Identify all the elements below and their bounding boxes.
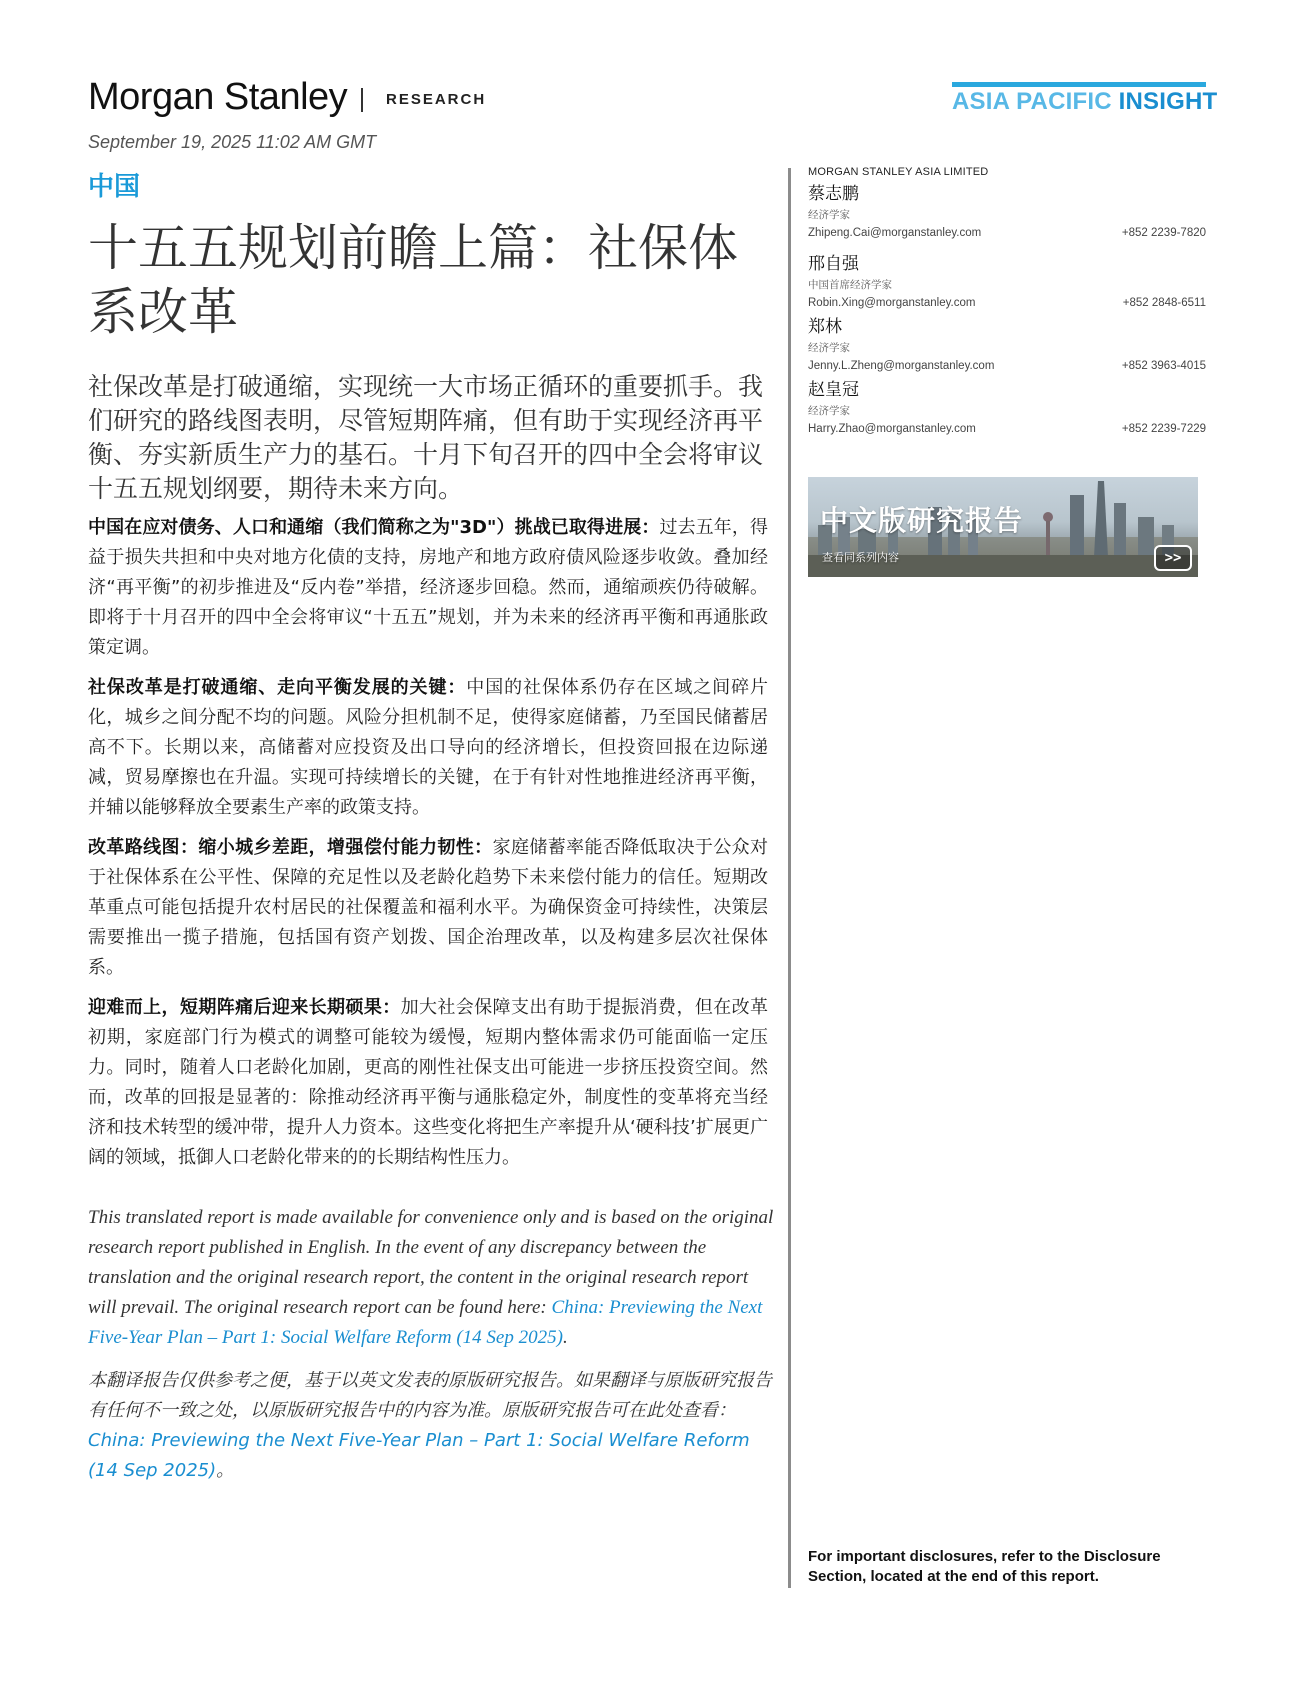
key-point-1: [88, 513, 768, 663]
author-email[interactable]: Harry.Zhao@morganstanley.com: [808, 423, 976, 435]
author-card: [808, 182, 1206, 242]
banner-arrow-button[interactable]: >>: [1154, 545, 1192, 571]
author-role: 中国首席经济学家: [808, 279, 892, 291]
author-name: 邢自强: [808, 254, 859, 274]
key-point-3-lead: 改革路线图：缩小城乡差距，增强偿付能力韧性：: [88, 837, 493, 858]
morgan-stanley-logo: Morgan Stanley: [88, 76, 348, 118]
key-point-2-lead: 社保改革是打破通缩、走向平衡发展的关键：: [88, 677, 467, 698]
author-role: 经济学家: [808, 209, 850, 221]
report-summary: 社保改革是打破通缩，实现统一大市场正循环的重要抓手。我们研究的路线图表明，尽管短期阵痛，但有助于实现经济再平衡、夯实新质生产力的基石。十月下旬召开的四中全会将审议十五五规划纲要，期待未来方向。: [88, 372, 764, 503]
author-phone: +852 2848-6511: [1122, 297, 1206, 309]
author-role: 经济学家: [808, 405, 850, 417]
key-point-3-body: 家庭储蓄率能否降低取决于公众对于社保体系在公平性、保障的充足性以及老龄化趋势下未来偿付能力的信任。短期改革重点可能包括提升农村居民的社保覆盖和福利水平。为确保资金可持续性，决策层需要推出一揽子措施，包括国有资产划拨、国企治理改革，以及构建多层次社保体系。: [88, 837, 769, 978]
banner-title: 中文版研究报告: [820, 504, 1024, 537]
author-phone: +852 2239-7229: [1121, 423, 1206, 435]
key-point-2: [88, 673, 768, 823]
author-contact: [808, 357, 1206, 375]
author-email[interactable]: Robin.Xing@morganstanley.com: [808, 297, 976, 309]
key-point-3: [88, 833, 768, 983]
region-label: [952, 88, 1217, 116]
key-point-4-body: 加大社会保障支出有助于提振消费，但在改革初期，家庭部门行为模式的调整可能较为缓慢，短期内整体需求仍可能面临一定压力。同时，随着人口老龄化加剧，更高的刚性社保支出可能进一步挤压投资空间。然而，改革的回报是显著的：除推动经济再平衡与通胀稳定外，制度性的变革将充当经济和技术转型的缓冲带，提升人力资本。这些变化将把生产率提升从‘硬科技’扩展更广阔的领域，抵御人口老龄化带来的的长期结构性压力。: [88, 997, 768, 1168]
key-point-4-lead: 迎难而上，短期阵痛后迎来长期硕果：: [88, 997, 401, 1018]
disclosure-notice: For important disclosures, refer to the Disclosure Section, located at the end of this report.: [808, 1548, 1161, 1585]
author-name: 蔡志鹏: [808, 184, 859, 204]
author-card: [808, 252, 1206, 312]
key-point-2-body: 中国的社保体系仍存在区域之间碎片化，城乡之间分配不均的问题。风险分担机制不足，使得家庭储蓄，乃至国民储蓄居高不下。长期以来，高储蓄对应投资及出口导向的经济增长，但投资回报在边际递减，贸易摩擦也在升温。实现可持续增长的关键，在于有针对性地推进经济再平衡，并辅以能够释放全要素生产率的政策支持。: [88, 677, 769, 818]
translation-note-zh: [88, 1366, 778, 1486]
logo-divider: [361, 88, 363, 112]
country-label: 中国: [88, 172, 141, 202]
author-name: 赵皇冠: [808, 380, 859, 400]
chinese-reports-banner[interactable]: [808, 477, 1198, 577]
translation-note-en: [88, 1203, 778, 1353]
author-contact: [808, 224, 1206, 242]
publish-date: September 19, 2025 11:02 AM GMT: [88, 132, 377, 152]
firm-name: MORGAN STANLEY ASIA LIMITED: [808, 166, 989, 178]
author-contact: [808, 420, 1206, 438]
key-point-1-lead: 中国在应对债务、人口和通缩（我们简称之为"3D"）挑战已取得进展：: [88, 517, 660, 538]
original-report-link-en[interactable]: China: Previewing the Next Five-Year Plan – Part 1: Social Welfare Reform (14 Sep 2025): [88, 1297, 763, 1348]
author-phone: +852 3963-4015: [1121, 360, 1206, 372]
author-card: [808, 315, 1206, 375]
translation-note-en-end: .: [562, 1327, 568, 1348]
key-point-1-body: 过去五年，得益于损失共担和中央对地方化债的支持，房地产和地方政府债风险逐步收敛。叠加经济“再平衡”的初步推进及“反内卷”举措，经济逐步回稳。然而，通缩顽疾仍待破解。即将于十月召开的四中全会将审议“十五五”规划，并为未来的经济再平衡和再通胀政策定调。: [88, 517, 769, 658]
translation-note-en-text: This translated report is made available for convenience only and is based on the original research report published in English. In the event of any discrepancy between the translation and the original research report, the content in the original research report will prevail. The original research report can be found here:: [88, 1207, 774, 1318]
author-card: [808, 378, 1206, 438]
translation-note-zh-end: 。: [216, 1460, 235, 1481]
author-name: 郑林: [808, 317, 842, 337]
original-report-link-zh[interactable]: China: Previewing the Next Five-Year Plan – Part 1: Social Welfare Reform (14 Sep 2025): [88, 1430, 750, 1481]
region-accent-bar: [952, 82, 1206, 87]
author-email[interactable]: Zhipeng.Cai@morganstanley.com: [808, 227, 982, 239]
region-label-dark: INSIGHT: [1118, 88, 1218, 115]
research-label: RESEARCH: [386, 91, 487, 108]
author-role: 经济学家: [808, 342, 850, 354]
author-phone: +852 2239-7820: [1121, 227, 1206, 239]
author-contact: [808, 294, 1206, 312]
sidebar-divider: [788, 168, 791, 1588]
banner-subtitle: 查看同系列内容: [822, 551, 899, 564]
translation-note-zh-text: 本翻译报告仅供参考之便，基于以英文发表的原版研究报告。如果翻译与原版研究报告有任何不一致之处，以原版研究报告中的内容为准。原版研究报告可在此处查看：: [88, 1370, 772, 1421]
region-label-light: ASIA PACIFIC: [952, 88, 1112, 115]
report-title: 十五五规划前瞻上篇：社保体系改革: [88, 219, 738, 341]
key-point-4: [88, 993, 768, 1173]
author-email[interactable]: Jenny.L.Zheng@morganstanley.com: [808, 360, 995, 372]
